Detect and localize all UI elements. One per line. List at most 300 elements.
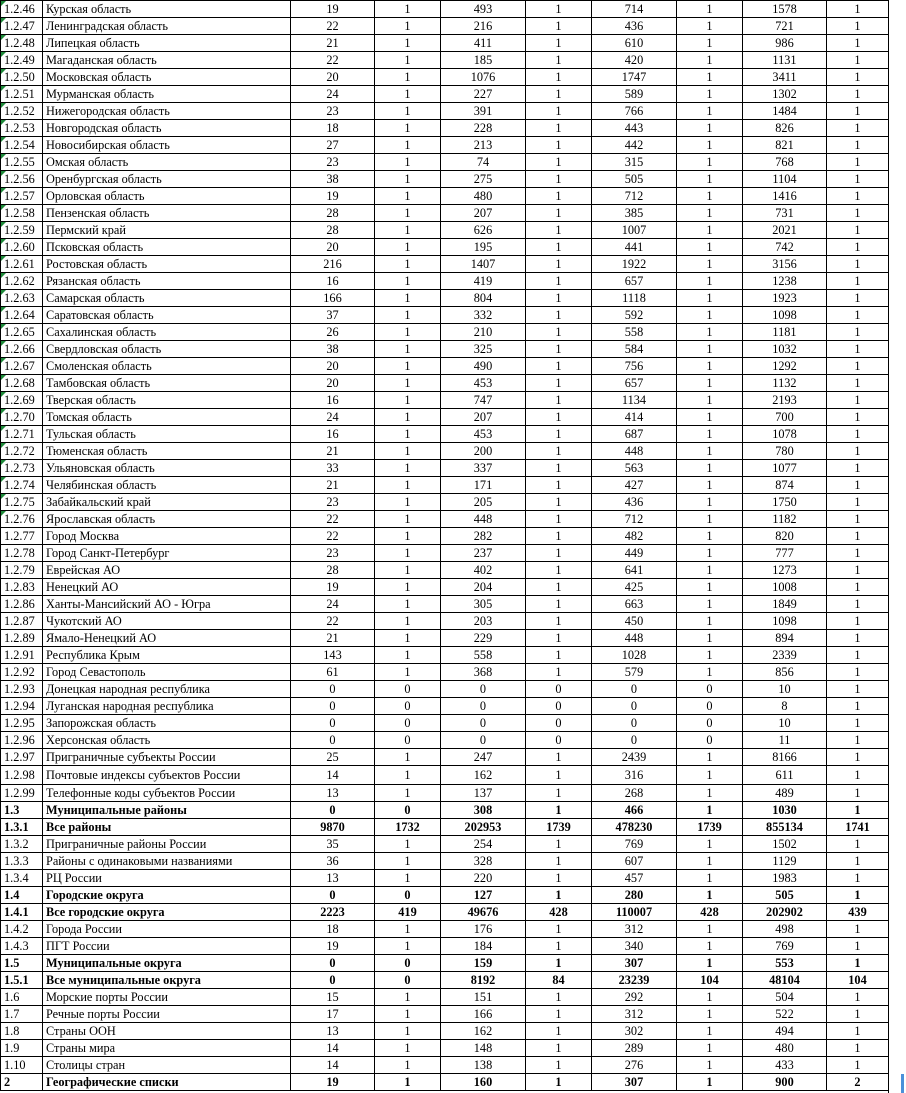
cell-c4[interactable]: 2021 xyxy=(743,222,827,239)
cell-c2[interactable]: 0 xyxy=(441,715,526,732)
cell-c3[interactable]: 466 xyxy=(592,802,677,819)
cell-c3[interactable]: 769 xyxy=(592,836,677,853)
cell-c3[interactable]: 420 xyxy=(592,52,677,69)
cell-code[interactable] xyxy=(1,205,43,222)
cell-name[interactable]: Мурманская область xyxy=(43,86,291,103)
cell-f1[interactable]: 0 xyxy=(375,715,441,732)
cell-c2[interactable]: 160 xyxy=(441,1074,526,1091)
cell-f3[interactable]: 0 xyxy=(677,715,743,732)
cell-c4[interactable]: 768 xyxy=(743,154,827,171)
cell-name[interactable]: Страны мира xyxy=(43,1040,291,1057)
cell-f4[interactable]: 1 xyxy=(827,375,889,392)
cell-f1[interactable]: 1 xyxy=(375,222,441,239)
cell-c2[interactable]: 229 xyxy=(441,630,526,647)
cell-code[interactable] xyxy=(1,698,43,715)
cell-f4[interactable]: 1 xyxy=(827,579,889,596)
cell-f2[interactable]: 1 xyxy=(526,137,592,154)
cell-f2[interactable]: 1 xyxy=(526,188,592,205)
cell-f4[interactable]: 1 xyxy=(827,460,889,477)
cell-f1[interactable]: 1 xyxy=(375,494,441,511)
cell-f4[interactable]: 1 xyxy=(827,35,889,52)
cell-f4[interactable]: 1 xyxy=(827,1,889,18)
cell-c3[interactable]: 436 xyxy=(592,18,677,35)
cell-f4[interactable]: 1 xyxy=(827,120,889,137)
cell-c1[interactable]: 24 xyxy=(291,409,375,426)
cell-f4[interactable]: 1 xyxy=(827,137,889,154)
cell-f1[interactable]: 0 xyxy=(375,887,441,904)
cell-c3[interactable]: 441 xyxy=(592,239,677,256)
cell-f4[interactable]: 1 xyxy=(827,171,889,188)
cell-f4[interactable]: 1 xyxy=(827,273,889,290)
cell-name[interactable]: Орловская область xyxy=(43,188,291,205)
cell-c1[interactable]: 0 xyxy=(291,715,375,732)
cell-name[interactable]: Все районы xyxy=(43,819,291,836)
cell-c1[interactable]: 23 xyxy=(291,545,375,562)
cell-f1[interactable]: 1 xyxy=(375,579,441,596)
cell-f1[interactable]: 1732 xyxy=(375,819,441,836)
cell-f2[interactable]: 1 xyxy=(526,630,592,647)
cell-name[interactable]: Сахалинская область xyxy=(43,324,291,341)
cell-f1[interactable]: 0 xyxy=(375,955,441,972)
cell-c3[interactable]: 610 xyxy=(592,35,677,52)
cell-c2[interactable]: 227 xyxy=(441,86,526,103)
cell-f3[interactable]: 1 xyxy=(677,1,743,18)
cell-f3[interactable]: 1 xyxy=(677,562,743,579)
cell-c4[interactable]: 1098 xyxy=(743,613,827,630)
cell-f2[interactable]: 1 xyxy=(526,324,592,341)
cell-c2[interactable]: 305 xyxy=(441,596,526,613)
cell-name[interactable]: Луганская народная республика xyxy=(43,698,291,715)
cell-f3[interactable]: 1 xyxy=(677,494,743,511)
cell-f4[interactable]: 1 xyxy=(827,494,889,511)
cell-f3[interactable]: 1 xyxy=(677,596,743,613)
cell-c3[interactable]: 712 xyxy=(592,188,677,205)
cell-c1[interactable]: 22 xyxy=(291,528,375,545)
cell-c2[interactable]: 203 xyxy=(441,613,526,630)
cell-f2[interactable]: 1 xyxy=(526,375,592,392)
cell-c1[interactable]: 28 xyxy=(291,222,375,239)
cell-c1[interactable]: 20 xyxy=(291,375,375,392)
cell-f1[interactable]: 1 xyxy=(375,324,441,341)
cell-f2[interactable]: 1 xyxy=(526,938,592,955)
cell-f2[interactable]: 1 xyxy=(526,86,592,103)
cell-c1[interactable]: 20 xyxy=(291,69,375,86)
cell-name[interactable]: Донецкая народная республика xyxy=(43,681,291,698)
cell-c4[interactable]: 489 xyxy=(743,785,827,802)
cell-f1[interactable]: 1 xyxy=(375,647,441,664)
cell-f2[interactable]: 1 xyxy=(526,579,592,596)
cell-c4[interactable]: 3411 xyxy=(743,69,827,86)
cell-f3[interactable]: 1 xyxy=(677,69,743,86)
cell-c4[interactable]: 1416 xyxy=(743,188,827,205)
cell-c4[interactable]: 1104 xyxy=(743,171,827,188)
cell-f4[interactable]: 1 xyxy=(827,921,889,938)
cell-c4[interactable]: 522 xyxy=(743,1006,827,1023)
cell-f3[interactable]: 1 xyxy=(677,35,743,52)
cell-f1[interactable]: 1 xyxy=(375,562,441,579)
cell-f3[interactable]: 1 xyxy=(677,836,743,853)
cell-code[interactable] xyxy=(1,239,43,256)
cell-c1[interactable]: 36 xyxy=(291,853,375,870)
cell-c2[interactable]: 162 xyxy=(441,1023,526,1040)
cell-f3[interactable]: 1 xyxy=(677,392,743,409)
cell-f3[interactable]: 0 xyxy=(677,698,743,715)
cell-f4[interactable]: 1 xyxy=(827,358,889,375)
cell-f1[interactable]: 1 xyxy=(375,86,441,103)
cell-name[interactable]: Томская область xyxy=(43,409,291,426)
cell-f1[interactable]: 1 xyxy=(375,341,441,358)
cell-c3[interactable]: 448 xyxy=(592,443,677,460)
cell-f3[interactable]: 1 xyxy=(677,222,743,239)
cell-c4[interactable]: 742 xyxy=(743,239,827,256)
cell-f4[interactable]: 1 xyxy=(827,1023,889,1040)
cell-f2[interactable]: 1 xyxy=(526,562,592,579)
cell-c2[interactable]: 8192 xyxy=(441,972,526,989)
cell-c3[interactable]: 0 xyxy=(592,698,677,715)
cell-name[interactable]: Телефонные коды субъектов России xyxy=(43,785,291,802)
cell-f2[interactable]: 1 xyxy=(526,290,592,307)
cell-c1[interactable]: 16 xyxy=(291,392,375,409)
cell-f3[interactable]: 1 xyxy=(677,324,743,341)
cell-c4[interactable]: 1983 xyxy=(743,870,827,887)
cell-c4[interactable]: 900 xyxy=(743,1074,827,1091)
cell-name[interactable]: Ярославская область xyxy=(43,511,291,528)
cell-c2[interactable]: 480 xyxy=(441,188,526,205)
cell-code[interactable] xyxy=(1,732,43,749)
cell-c4[interactable]: 855134 xyxy=(743,819,827,836)
cell-c2[interactable]: 159 xyxy=(441,955,526,972)
cell-f2[interactable]: 1 xyxy=(526,307,592,324)
cell-c3[interactable]: 579 xyxy=(592,664,677,681)
cell-f2[interactable]: 1 xyxy=(526,205,592,222)
cell-c4[interactable]: 2193 xyxy=(743,392,827,409)
cell-c4[interactable]: 498 xyxy=(743,921,827,938)
cell-c1[interactable]: 27 xyxy=(291,137,375,154)
cell-c2[interactable]: 1407 xyxy=(441,256,526,273)
cell-c1[interactable]: 37 xyxy=(291,307,375,324)
cell-f1[interactable]: 1 xyxy=(375,785,441,802)
cell-c2[interactable]: 166 xyxy=(441,1006,526,1023)
cell-c2[interactable]: 138 xyxy=(441,1057,526,1074)
cell-f1[interactable]: 1 xyxy=(375,1040,441,1057)
cell-f2[interactable]: 1 xyxy=(526,18,592,35)
cell-f3[interactable]: 0 xyxy=(677,681,743,698)
cell-code[interactable] xyxy=(1,1057,43,1074)
cell-f1[interactable]: 1 xyxy=(375,188,441,205)
cell-c2[interactable]: 0 xyxy=(441,732,526,749)
cell-c1[interactable]: 21 xyxy=(291,477,375,494)
cell-c4[interactable]: 1132 xyxy=(743,375,827,392)
cell-f1[interactable]: 1 xyxy=(375,1006,441,1023)
cell-code[interactable] xyxy=(1,409,43,426)
cell-name[interactable]: Саратовская область xyxy=(43,307,291,324)
cell-code[interactable] xyxy=(1,766,43,785)
cell-c1[interactable]: 25 xyxy=(291,749,375,766)
cell-c4[interactable]: 10 xyxy=(743,681,827,698)
cell-code[interactable] xyxy=(1,836,43,853)
cell-f3[interactable]: 1 xyxy=(677,290,743,307)
cell-c4[interactable]: 1098 xyxy=(743,307,827,324)
cell-f4[interactable]: 1 xyxy=(827,341,889,358)
cell-code[interactable] xyxy=(1,392,43,409)
cell-f1[interactable]: 0 xyxy=(375,698,441,715)
cell-f2[interactable]: 1 xyxy=(526,664,592,681)
cell-f4[interactable]: 1 xyxy=(827,870,889,887)
cell-f1[interactable]: 1 xyxy=(375,120,441,137)
cell-f3[interactable]: 1 xyxy=(677,1057,743,1074)
cell-c4[interactable]: 1923 xyxy=(743,290,827,307)
cell-code[interactable] xyxy=(1,1006,43,1023)
cell-code[interactable] xyxy=(1,324,43,341)
cell-c1[interactable]: 19 xyxy=(291,938,375,955)
cell-f1[interactable]: 1 xyxy=(375,375,441,392)
cell-c1[interactable]: 33 xyxy=(291,460,375,477)
cell-name[interactable]: Чукотский АО xyxy=(43,613,291,630)
cell-c1[interactable]: 13 xyxy=(291,1023,375,1040)
cell-c4[interactable]: 1077 xyxy=(743,460,827,477)
cell-f2[interactable]: 1 xyxy=(526,1057,592,1074)
cell-f1[interactable]: 1 xyxy=(375,989,441,1006)
cell-f1[interactable]: 1 xyxy=(375,1074,441,1091)
cell-c1[interactable]: 38 xyxy=(291,341,375,358)
cell-c4[interactable]: 1238 xyxy=(743,273,827,290)
cell-f2[interactable]: 428 xyxy=(526,904,592,921)
cell-f2[interactable]: 1739 xyxy=(526,819,592,836)
cell-c2[interactable]: 493 xyxy=(441,1,526,18)
cell-c1[interactable]: 16 xyxy=(291,426,375,443)
cell-f2[interactable]: 1 xyxy=(526,749,592,766)
cell-code[interactable] xyxy=(1,511,43,528)
cell-f4[interactable]: 1 xyxy=(827,222,889,239)
cell-f3[interactable]: 1 xyxy=(677,341,743,358)
cell-f2[interactable]: 1 xyxy=(526,528,592,545)
cell-c2[interactable]: 308 xyxy=(441,802,526,819)
cell-code[interactable] xyxy=(1,819,43,836)
cell-c2[interactable]: 332 xyxy=(441,307,526,324)
cell-name[interactable]: Магаданская область xyxy=(43,52,291,69)
cell-f1[interactable]: 1 xyxy=(375,69,441,86)
cell-f1[interactable]: 1 xyxy=(375,749,441,766)
cell-name[interactable]: Оренбургская область xyxy=(43,171,291,188)
cell-c2[interactable]: 411 xyxy=(441,35,526,52)
cell-code[interactable] xyxy=(1,749,43,766)
cell-c3[interactable]: 2439 xyxy=(592,749,677,766)
cell-f1[interactable]: 1 xyxy=(375,273,441,290)
cell-c4[interactable]: 874 xyxy=(743,477,827,494)
cell-name[interactable]: Липецкая область xyxy=(43,35,291,52)
cell-name[interactable]: Муниципальные районы xyxy=(43,802,291,819)
cell-f4[interactable]: 1 xyxy=(827,545,889,562)
cell-c3[interactable]: 663 xyxy=(592,596,677,613)
cell-c3[interactable]: 0 xyxy=(592,732,677,749)
scrollbar-thumb[interactable] xyxy=(901,1074,904,1093)
cell-f3[interactable]: 1 xyxy=(677,887,743,904)
cell-c4[interactable]: 721 xyxy=(743,18,827,35)
cell-c3[interactable]: 315 xyxy=(592,154,677,171)
cell-code[interactable] xyxy=(1,52,43,69)
cell-f1[interactable]: 1 xyxy=(375,511,441,528)
cell-f2[interactable]: 1 xyxy=(526,870,592,887)
cell-c3[interactable]: 312 xyxy=(592,1006,677,1023)
cell-c4[interactable]: 1273 xyxy=(743,562,827,579)
cell-f3[interactable]: 1 xyxy=(677,853,743,870)
cell-name[interactable]: Тверская область xyxy=(43,392,291,409)
cell-f4[interactable]: 1 xyxy=(827,1057,889,1074)
cell-f1[interactable]: 1 xyxy=(375,171,441,188)
cell-f3[interactable]: 1 xyxy=(677,613,743,630)
cell-f2[interactable]: 1 xyxy=(526,392,592,409)
cell-c3[interactable]: 584 xyxy=(592,341,677,358)
cell-c3[interactable]: 478230 xyxy=(592,819,677,836)
cell-f3[interactable]: 1 xyxy=(677,921,743,938)
cell-f2[interactable]: 1 xyxy=(526,1006,592,1023)
cell-f4[interactable]: 1741 xyxy=(827,819,889,836)
cell-code[interactable] xyxy=(1,154,43,171)
cell-code[interactable] xyxy=(1,613,43,630)
cell-f3[interactable]: 0 xyxy=(677,732,743,749)
cell-c1[interactable]: 22 xyxy=(291,18,375,35)
cell-c2[interactable]: 0 xyxy=(441,681,526,698)
cell-c2[interactable]: 0 xyxy=(441,698,526,715)
cell-f3[interactable]: 1 xyxy=(677,307,743,324)
cell-f2[interactable]: 0 xyxy=(526,698,592,715)
cell-c1[interactable]: 21 xyxy=(291,443,375,460)
cell-f3[interactable]: 1 xyxy=(677,1023,743,1040)
cell-c1[interactable]: 19 xyxy=(291,579,375,596)
cell-f4[interactable]: 2 xyxy=(827,1074,889,1091)
cell-c3[interactable]: 1028 xyxy=(592,647,677,664)
cell-f3[interactable]: 1 xyxy=(677,239,743,256)
cell-c2[interactable]: 205 xyxy=(441,494,526,511)
cell-f3[interactable]: 1 xyxy=(677,137,743,154)
cell-c4[interactable]: 505 xyxy=(743,887,827,904)
cell-f3[interactable]: 1 xyxy=(677,664,743,681)
cell-c1[interactable]: 0 xyxy=(291,681,375,698)
cell-f4[interactable]: 1 xyxy=(827,647,889,664)
cell-f4[interactable]: 1 xyxy=(827,732,889,749)
cell-code[interactable] xyxy=(1,137,43,154)
cell-f1[interactable]: 1 xyxy=(375,18,441,35)
cell-code[interactable] xyxy=(1,273,43,290)
cell-f1[interactable]: 1 xyxy=(375,613,441,630)
cell-f2[interactable]: 1 xyxy=(526,341,592,358)
cell-c1[interactable]: 23 xyxy=(291,154,375,171)
cell-f3[interactable]: 1 xyxy=(677,477,743,494)
cell-c1[interactable]: 22 xyxy=(291,613,375,630)
cell-name[interactable]: Речные порты России xyxy=(43,1006,291,1023)
cell-f4[interactable]: 1 xyxy=(827,802,889,819)
cell-name[interactable]: РЦ России xyxy=(43,870,291,887)
cell-c4[interactable]: 1032 xyxy=(743,341,827,358)
cell-c4[interactable]: 1182 xyxy=(743,511,827,528)
cell-name[interactable]: Курская область xyxy=(43,1,291,18)
cell-c4[interactable]: 826 xyxy=(743,120,827,137)
cell-c1[interactable]: 18 xyxy=(291,921,375,938)
cell-code[interactable] xyxy=(1,681,43,698)
cell-f3[interactable]: 1 xyxy=(677,120,743,137)
cell-name[interactable]: Муниципальные округа xyxy=(43,955,291,972)
cell-c2[interactable]: 558 xyxy=(441,647,526,664)
cell-name[interactable]: Псковская область xyxy=(43,239,291,256)
cell-c4[interactable]: 1008 xyxy=(743,579,827,596)
cell-f2[interactable]: 0 xyxy=(526,715,592,732)
cell-c1[interactable]: 21 xyxy=(291,630,375,647)
cell-code[interactable] xyxy=(1,596,43,613)
cell-c4[interactable]: 433 xyxy=(743,1057,827,1074)
cell-name[interactable]: Ненецкий АО xyxy=(43,579,291,596)
cell-f4[interactable]: 1 xyxy=(827,1006,889,1023)
cell-f2[interactable]: 1 xyxy=(526,836,592,853)
cell-code[interactable] xyxy=(1,528,43,545)
cell-c2[interactable]: 74 xyxy=(441,154,526,171)
cell-code[interactable] xyxy=(1,887,43,904)
cell-c3[interactable]: 385 xyxy=(592,205,677,222)
cell-c4[interactable]: 10 xyxy=(743,715,827,732)
cell-c4[interactable]: 731 xyxy=(743,205,827,222)
cell-code[interactable] xyxy=(1,358,43,375)
cell-c1[interactable]: 166 xyxy=(291,290,375,307)
cell-f1[interactable]: 0 xyxy=(375,681,441,698)
cell-c2[interactable]: 391 xyxy=(441,103,526,120)
cell-c2[interactable]: 626 xyxy=(441,222,526,239)
cell-c1[interactable]: 24 xyxy=(291,596,375,613)
cell-c1[interactable]: 38 xyxy=(291,171,375,188)
cell-code[interactable] xyxy=(1,785,43,802)
cell-c4[interactable]: 769 xyxy=(743,938,827,955)
cell-code[interactable] xyxy=(1,870,43,887)
cell-c2[interactable]: 202953 xyxy=(441,819,526,836)
cell-f4[interactable]: 1 xyxy=(827,836,889,853)
cell-name[interactable]: Городские округа xyxy=(43,887,291,904)
cell-code[interactable] xyxy=(1,86,43,103)
cell-c3[interactable]: 276 xyxy=(592,1057,677,1074)
cell-code[interactable] xyxy=(1,647,43,664)
cell-f4[interactable]: 1 xyxy=(827,86,889,103)
cell-c4[interactable]: 780 xyxy=(743,443,827,460)
cell-c4[interactable]: 611 xyxy=(743,766,827,785)
cell-c1[interactable]: 28 xyxy=(291,205,375,222)
cell-c4[interactable]: 1484 xyxy=(743,103,827,120)
cell-c1[interactable]: 18 xyxy=(291,120,375,137)
cell-f4[interactable]: 1 xyxy=(827,562,889,579)
cell-c2[interactable]: 127 xyxy=(441,887,526,904)
cell-c2[interactable]: 204 xyxy=(441,579,526,596)
cell-c4[interactable]: 1750 xyxy=(743,494,827,511)
cell-f2[interactable]: 1 xyxy=(526,802,592,819)
cell-c2[interactable]: 207 xyxy=(441,409,526,426)
cell-f4[interactable]: 1 xyxy=(827,596,889,613)
cell-code[interactable] xyxy=(1,630,43,647)
cell-name[interactable]: Нижегородская область xyxy=(43,103,291,120)
cell-f3[interactable]: 1 xyxy=(677,766,743,785)
cell-c2[interactable]: 402 xyxy=(441,562,526,579)
cell-f2[interactable]: 1 xyxy=(526,460,592,477)
cell-f2[interactable]: 1 xyxy=(526,239,592,256)
cell-c2[interactable]: 185 xyxy=(441,52,526,69)
cell-f3[interactable]: 1 xyxy=(677,103,743,120)
cell-f1[interactable]: 0 xyxy=(375,732,441,749)
cell-f2[interactable]: 1 xyxy=(526,511,592,528)
cell-f1[interactable]: 1 xyxy=(375,664,441,681)
cell-f3[interactable]: 1 xyxy=(677,205,743,222)
cell-name[interactable]: Все муниципальные округа xyxy=(43,972,291,989)
cell-name[interactable]: Самарская область xyxy=(43,290,291,307)
cell-c3[interactable]: 0 xyxy=(592,715,677,732)
cell-c2[interactable]: 220 xyxy=(441,870,526,887)
cell-c4[interactable]: 2339 xyxy=(743,647,827,664)
cell-c3[interactable]: 714 xyxy=(592,1,677,18)
cell-f3[interactable]: 1 xyxy=(677,1074,743,1091)
